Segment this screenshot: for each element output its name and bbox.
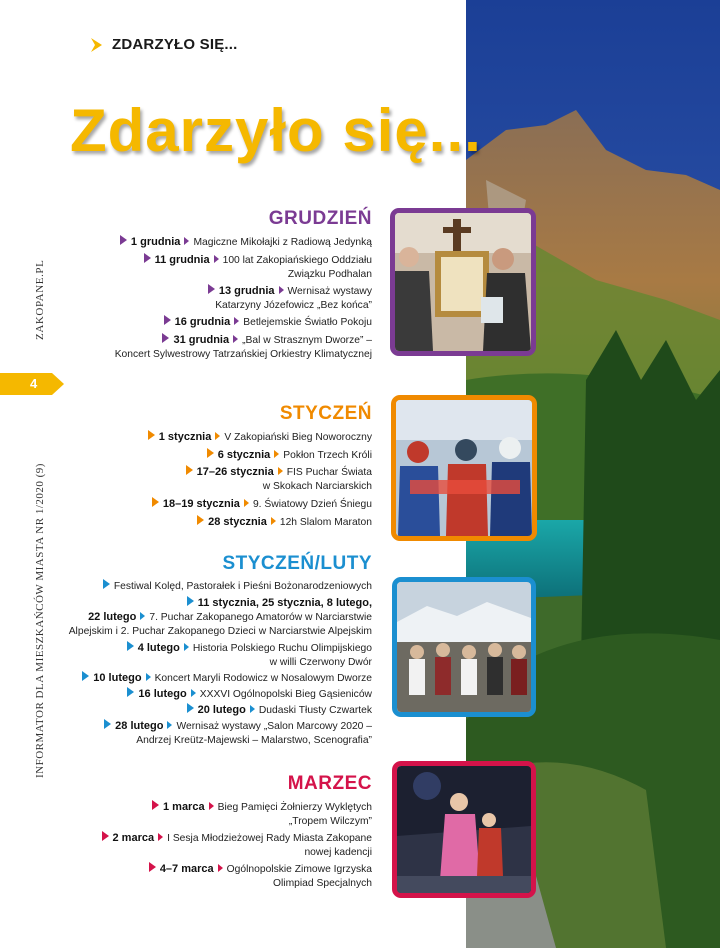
event-date: 10 lutego — [93, 672, 142, 684]
event-row — [123, 641, 372, 670]
event-text: 9. Światowy Dzień Śniegu — [252, 499, 372, 510]
event-date: 28 lutego — [115, 720, 164, 732]
photo-grudzien — [390, 208, 536, 356]
page-tab-arrow-icon — [52, 373, 64, 395]
event-date: 1 stycznia — [158, 431, 212, 443]
event-text: w Skokach Narciarskich — [262, 481, 372, 492]
event-row — [183, 596, 372, 611]
event-row — [183, 703, 372, 718]
page-number: 4 — [30, 376, 38, 391]
event-row — [145, 862, 372, 891]
event-date: 18–19 stycznia — [162, 498, 240, 510]
event-date: 2 marca — [112, 832, 155, 844]
event-text: Związku Podhalan — [287, 269, 372, 280]
event-text: Dudaski Tłusty Czwartek — [258, 705, 372, 716]
event-row — [204, 284, 372, 313]
event-text: 7. Puchar Zakopanego Amatorów w Narciarstwie — [149, 612, 372, 623]
event-date: 28 stycznia — [208, 516, 267, 528]
heading-styczen-luty: STYCZEŃ/LUTY — [222, 553, 372, 574]
event-text: nowej kadencji — [304, 847, 372, 858]
event-text: XXXVI Ogólnopolski Bieg Gąsieniców — [199, 689, 372, 700]
page-title: Zdarzyło się... — [70, 97, 482, 164]
event-date: 4 lutego — [137, 642, 180, 654]
event-date: 11 stycznia, 25 stycznia, 8 lutego, — [197, 597, 372, 609]
event-row — [140, 253, 372, 282]
event-text: FIS Puchar Świata — [286, 467, 372, 478]
photo-styczen-luty — [392, 577, 536, 717]
event-date: 16 lutego — [138, 688, 187, 700]
event-text: Betlejemskie Światło Pokoju — [243, 317, 372, 328]
event-text: V Zakopiański Bieg Noworoczny — [224, 432, 372, 443]
event-row — [203, 448, 372, 463]
event-text: Andrzej Kreütz-Majewski – Malarstwo, Scenografia” — [136, 735, 372, 746]
event-date: 4–7 marca — [159, 863, 214, 875]
heading-grudzien: GRUDZIEŃ — [268, 208, 372, 229]
event-text: Katarzyny Józefowicz „Bez końca” — [215, 300, 372, 311]
side-url: ZAKOPANE.PL — [34, 259, 46, 340]
event-date: 1 marca — [162, 801, 205, 813]
event-row — [148, 800, 372, 829]
header-label: ZDARZYŁO SIĘ... — [112, 36, 238, 53]
page-number-tab — [0, 373, 52, 395]
event-row — [98, 831, 373, 860]
event-date: 16 grudnia — [174, 316, 231, 328]
event-date: 17–26 stycznia — [196, 466, 274, 478]
event-text: Festiwal Kolęd, Pastorałek i Pieśni Bożonarodzeniowych — [113, 581, 372, 592]
event-date: 13 grudnia — [218, 285, 275, 297]
event-row — [182, 465, 372, 494]
side-publication-info: INFORMATOR DLA MIESZKAŃCÓW MIASTA NR 1/2020 (9) — [34, 463, 46, 778]
event-text: Magiczne Mikołajki z Radiową Jedynką — [193, 237, 372, 248]
event-row — [99, 579, 372, 594]
event-text: Wernisaż wystawy — [287, 286, 372, 297]
event-text: „Tropem Wilczym” — [288, 816, 372, 827]
chevron-right-icon — [88, 37, 104, 53]
event-text: I Sesja Młodzieżowej Rady Miasta Zakopane — [167, 833, 372, 844]
event-row — [123, 687, 372, 702]
event-text: Historia Polskiego Ruchu Olimpijskiego — [192, 643, 372, 654]
event-date: 11 grudnia — [154, 254, 210, 266]
event-date: 6 stycznia — [217, 449, 271, 461]
event-row — [144, 430, 372, 445]
event-text: Pokłon Trzech Króli — [283, 450, 372, 461]
event-row — [100, 719, 372, 748]
event-text: 12h Slalom Maraton — [279, 517, 372, 528]
event-row — [193, 515, 372, 530]
heading-styczen: STYCZEŃ — [279, 403, 372, 424]
event-text: „Bal w Strasznym Dworze” – — [242, 335, 372, 346]
event-text: Olimpiad Specjalnych — [272, 878, 372, 889]
event-row — [115, 333, 372, 362]
event-date: 22 lutego — [88, 611, 137, 623]
event-text: Wernisaż wystawy „Salon Marcowy 2020 – — [176, 721, 372, 732]
event-text: Ogólnopolskie Zimowe Igrzyska — [226, 864, 372, 875]
event-text: Bieg Pamięci Żołnierzy Wyklętych — [217, 802, 372, 813]
event-text: w willi Czerwony Dwór — [269, 657, 372, 668]
event-text: 100 lat Zakopiańskiego Oddziału — [222, 255, 372, 266]
event-date: 1 grudnia — [130, 236, 181, 248]
photo-styczen — [391, 395, 537, 541]
event-date: 20 lutego — [197, 704, 246, 716]
event-row — [148, 497, 372, 512]
event-text: Koncert Sylwestrowy Tatrzańskiej Orkiestry Klimatycznej — [114, 349, 372, 360]
heading-marzec: MARZEC — [287, 773, 372, 794]
section-header — [88, 36, 238, 53]
photo-marzec — [392, 761, 536, 898]
event-text: Alpejskim i 2. Puchar Zakopanego Dzieci w Narciarstwie Alpejskim — [68, 626, 372, 637]
event-row — [116, 235, 372, 250]
event-row — [78, 671, 372, 686]
event-date: 31 grudnia — [173, 334, 230, 346]
event-row — [69, 610, 372, 639]
event-row — [160, 315, 372, 330]
event-text: Koncert Maryli Rodowicz w Nosalowym Dworze — [154, 673, 372, 684]
